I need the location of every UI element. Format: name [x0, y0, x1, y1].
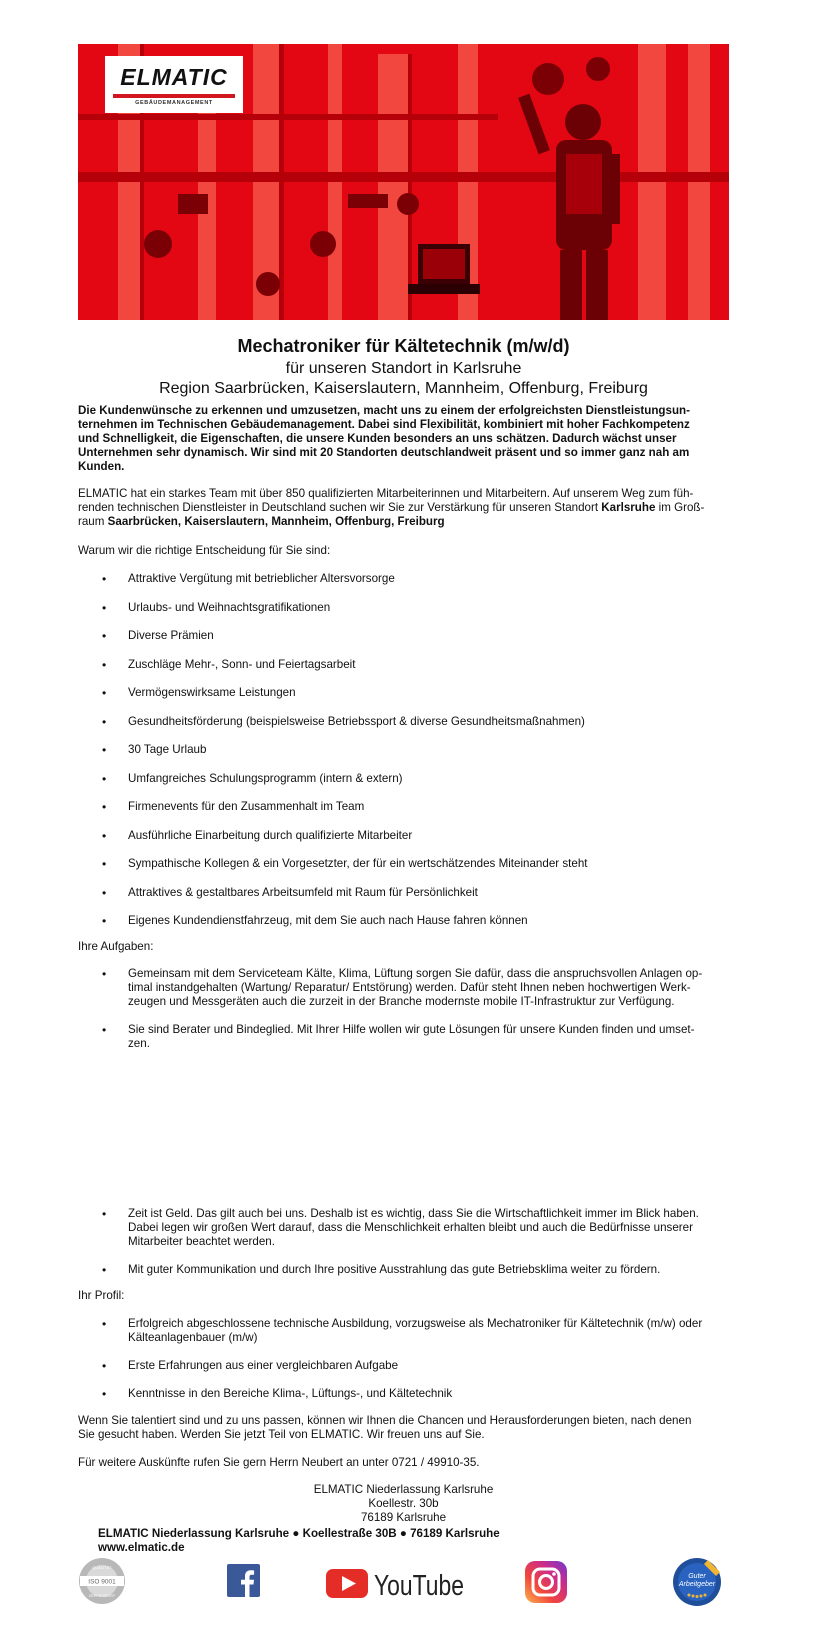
- address-block: [260, 1483, 547, 1525]
- logo-bar: [113, 94, 235, 98]
- profile-list: [100, 1317, 720, 1401]
- benefits-heading: Warum wir die richtige Entscheidung für Sie sind:: [78, 544, 331, 557]
- task-line: • Mit guter Kommunikation und durch Ihre positive Ausstrahlung das gute Betriebsklima weiter zu fördern.: [128, 1263, 661, 1276]
- intro-paragraph: [78, 404, 718, 474]
- tasks-heading: Ihre Aufgaben:: [78, 940, 154, 953]
- list-item: • Firmenevents für den Zusammenhalt im Team: [100, 800, 720, 814]
- contact-line: Für weitere Auskünfte rufen Sie gern Herrn Neubert an unter 0721 / 49910-35.: [78, 1456, 480, 1469]
- youtube-wordmark: YouTube: [374, 1570, 464, 1602]
- team-text: im Groß-: [655, 501, 705, 514]
- list-item: [100, 1207, 720, 1249]
- profile-heading: Ihr Profil:: [78, 1289, 125, 1302]
- tasks-list-a: [100, 967, 720, 1051]
- profile-line: • Kenntnisse in den Bereiche Klima-, Lüftungs-, und Kältetechnik: [128, 1387, 453, 1400]
- list-item: • Gesundheitsförderung (beispielsweise Betriebssport & diverse Gesundheitsmaßnahmen): [100, 715, 720, 729]
- employer-line1: Guter: [688, 1573, 706, 1580]
- list-item: • Attraktives & gestaltbares Arbeitsumfeld mit Raum für Persönlichkeit: [100, 886, 720, 900]
- list-item: [100, 1263, 720, 1277]
- intro-line: ternehmen im Technischen Gebäudemanagement. Dabei sind Flexibilität, kombiniert mit hoher Fachkompetenz: [78, 418, 690, 431]
- task-line: • Zeit ist Geld. Das gilt auch bei uns. Deshalb ist es wichtig, dass Sie die Wirtschaftlichkeit immer im Blick haben.: [128, 1207, 699, 1220]
- benefits-list: [100, 572, 720, 928]
- list-item: • Zuschläge Mehr-, Sonn- und Feiertagsarbeit: [100, 658, 720, 672]
- closing-line: Wenn Sie talentiert sind und zu uns passen, können wir Ihnen die Chancen und Herausforderungen bieten, nach denen: [78, 1414, 692, 1427]
- job-region: Region Saarbrücken, Kaiserslautern, Mannheim, Offenburg, Freiburg: [159, 380, 648, 397]
- logo-wordmark: ELMATIC: [120, 64, 228, 90]
- hero-image: [78, 44, 729, 320]
- team-location: Karlsruhe: [601, 501, 656, 514]
- list-item: • Eigenes Kundendienstfahrzeug, mit dem Sie auch nach Hause fahren können: [100, 914, 720, 928]
- task-line: zeugen und Messgeräten auch die zurzeit in der Branche modernste mobile IT-Infrastruktur zur Verfügung.: [128, 995, 675, 1008]
- list-item: • Urlaubs- und Weihnachtsgratifikationen: [100, 601, 720, 615]
- instagram-icon[interactable]: [525, 1561, 567, 1603]
- intro-line: Unternehmen sehr dynamisch. Wir sind mit 20 Standorten deutschlandweit präsent und so immer ganz nah am: [78, 446, 690, 459]
- team-text: raum: [78, 515, 108, 528]
- intro-line: und Schnelligkeit, die Eigenschaften, die unsere Kunden besonders an uns schätzen. Dadurch wächst unser: [78, 432, 677, 445]
- team-line: [78, 501, 718, 515]
- list-item: • Sympathische Kollegen & ein Vorgesetzter, der für ein wertschätzendes Miteinander steht: [100, 857, 720, 871]
- task-line: Dabei legen wir großen Wert darauf, dass die Menschlichkeit erhalten bleibt und auch die Bedürfnisse unserer: [128, 1221, 693, 1234]
- address-line: ELMATIC Niederlassung Karlsruhe: [313, 1483, 494, 1496]
- iso-bottom-label: ZERTIFIZIERT: [88, 1593, 116, 1598]
- list-item: [100, 1359, 720, 1373]
- list-item: [100, 1023, 720, 1051]
- elmatic-logo: [105, 56, 243, 113]
- address-line: 76189 Karlsruhe: [360, 1511, 447, 1524]
- team-line: [78, 515, 718, 529]
- task-line: • Sie sind Berater und Bindeglied. Mit Ihrer Hilfe wollen wir gute Lösungen für unsere Kunden finden und umset-: [128, 1023, 695, 1036]
- list-item: • Vermögenswirksame Leistungen: [100, 686, 720, 700]
- list-item: [100, 1317, 720, 1345]
- footer-address: ELMATIC Niederlassung Karlsruhe ● Koellestraße 30B ● 76189 Karlsruhe: [98, 1527, 500, 1540]
- task-line: zen.: [128, 1037, 150, 1050]
- employer-line2: Arbeitgeber: [678, 1581, 716, 1588]
- iso-label: ISO 9001: [88, 1578, 116, 1586]
- footer-website-link[interactable]: www.elmatic.de: [98, 1541, 185, 1554]
- good-employer-badge-icon: [672, 1557, 722, 1607]
- team-line: ELMATIC hat ein starkes Team mit über 850 qualifizierten Mitarbeiterinnen und Mitarbeitern. Auf unserem Weg zum füh-: [78, 487, 694, 500]
- job-title: Mechatroniker für Kältetechnik (m/w/d): [237, 336, 570, 356]
- team-paragraph: [78, 487, 718, 529]
- closing-line: Sie gesucht haben. Werden Sie jetzt Teil von ELMATIC. Wir freuen uns auf Sie.: [78, 1428, 485, 1441]
- list-item: [100, 967, 720, 1009]
- closing-paragraph: [78, 1414, 718, 1442]
- tasks-list-b: [100, 1207, 720, 1277]
- task-line: Mitarbeiter beachtet werden.: [128, 1235, 275, 1248]
- list-item: • Attraktive Vergütung mit betrieblicher Altersvorsorge: [100, 572, 720, 586]
- task-line: timal instandgehalten (Wartung/ Reparatur/ Entstörung) werden. Dafür steht Ihnen neben hochwertigen Werk-: [128, 981, 691, 994]
- team-region: Saarbrücken, Kaiserslautern, Mannheim, Offenburg, Freiburg: [107, 515, 445, 528]
- iso-9001-badge-icon: [78, 1557, 126, 1605]
- list-item: • Umfangreiches Schulungsprogramm (intern & extern): [100, 772, 720, 786]
- list-item: [100, 1387, 720, 1401]
- profile-line: • Erfolgreich abgeschlossene technische Ausbildung, vorzugsweise als Mechatroniker für Kältetechnik (m/w) oder: [128, 1317, 703, 1330]
- intro-line: Kunden.: [78, 460, 125, 473]
- task-line: • Gemeinsam mit dem Serviceteam Kälte, Klima, Lüftung sorgen Sie dafür, dass die anspruchsvollen Anlagen op-: [128, 967, 703, 980]
- job-location: für unseren Standort in Karlsruhe: [285, 360, 522, 377]
- logo-subtitle: GEBÄUDEMANAGEMENT: [135, 100, 213, 106]
- facebook-icon[interactable]: [227, 1564, 260, 1597]
- profile-line: • Erste Erfahrungen aus einer vergleichbaren Aufgabe: [128, 1359, 399, 1372]
- address-line: Koellestr. 30b: [368, 1497, 439, 1510]
- profile-line: Kälteanlagenbauer (m/w): [128, 1331, 258, 1344]
- list-item: • Ausführliche Einarbeitung durch qualifizierte Mitarbeiter: [100, 829, 720, 843]
- team-text: renden technischen Dienstleister in Deutschland suchen wir Sie zur Verstärkung für unseren Standort: [78, 501, 602, 514]
- youtube-icon[interactable]: [326, 1566, 466, 1600]
- list-item: • Diverse Prämien: [100, 629, 720, 643]
- list-item: • 30 Tage Urlaub: [100, 743, 720, 757]
- intro-line: Die Kundenwünsche zu erkennen und umzusetzen, macht uns zu einem der erfolgreichsten Dienstleistungsun-: [78, 404, 690, 417]
- iso-top-label: QUALITÄT: [92, 1565, 112, 1570]
